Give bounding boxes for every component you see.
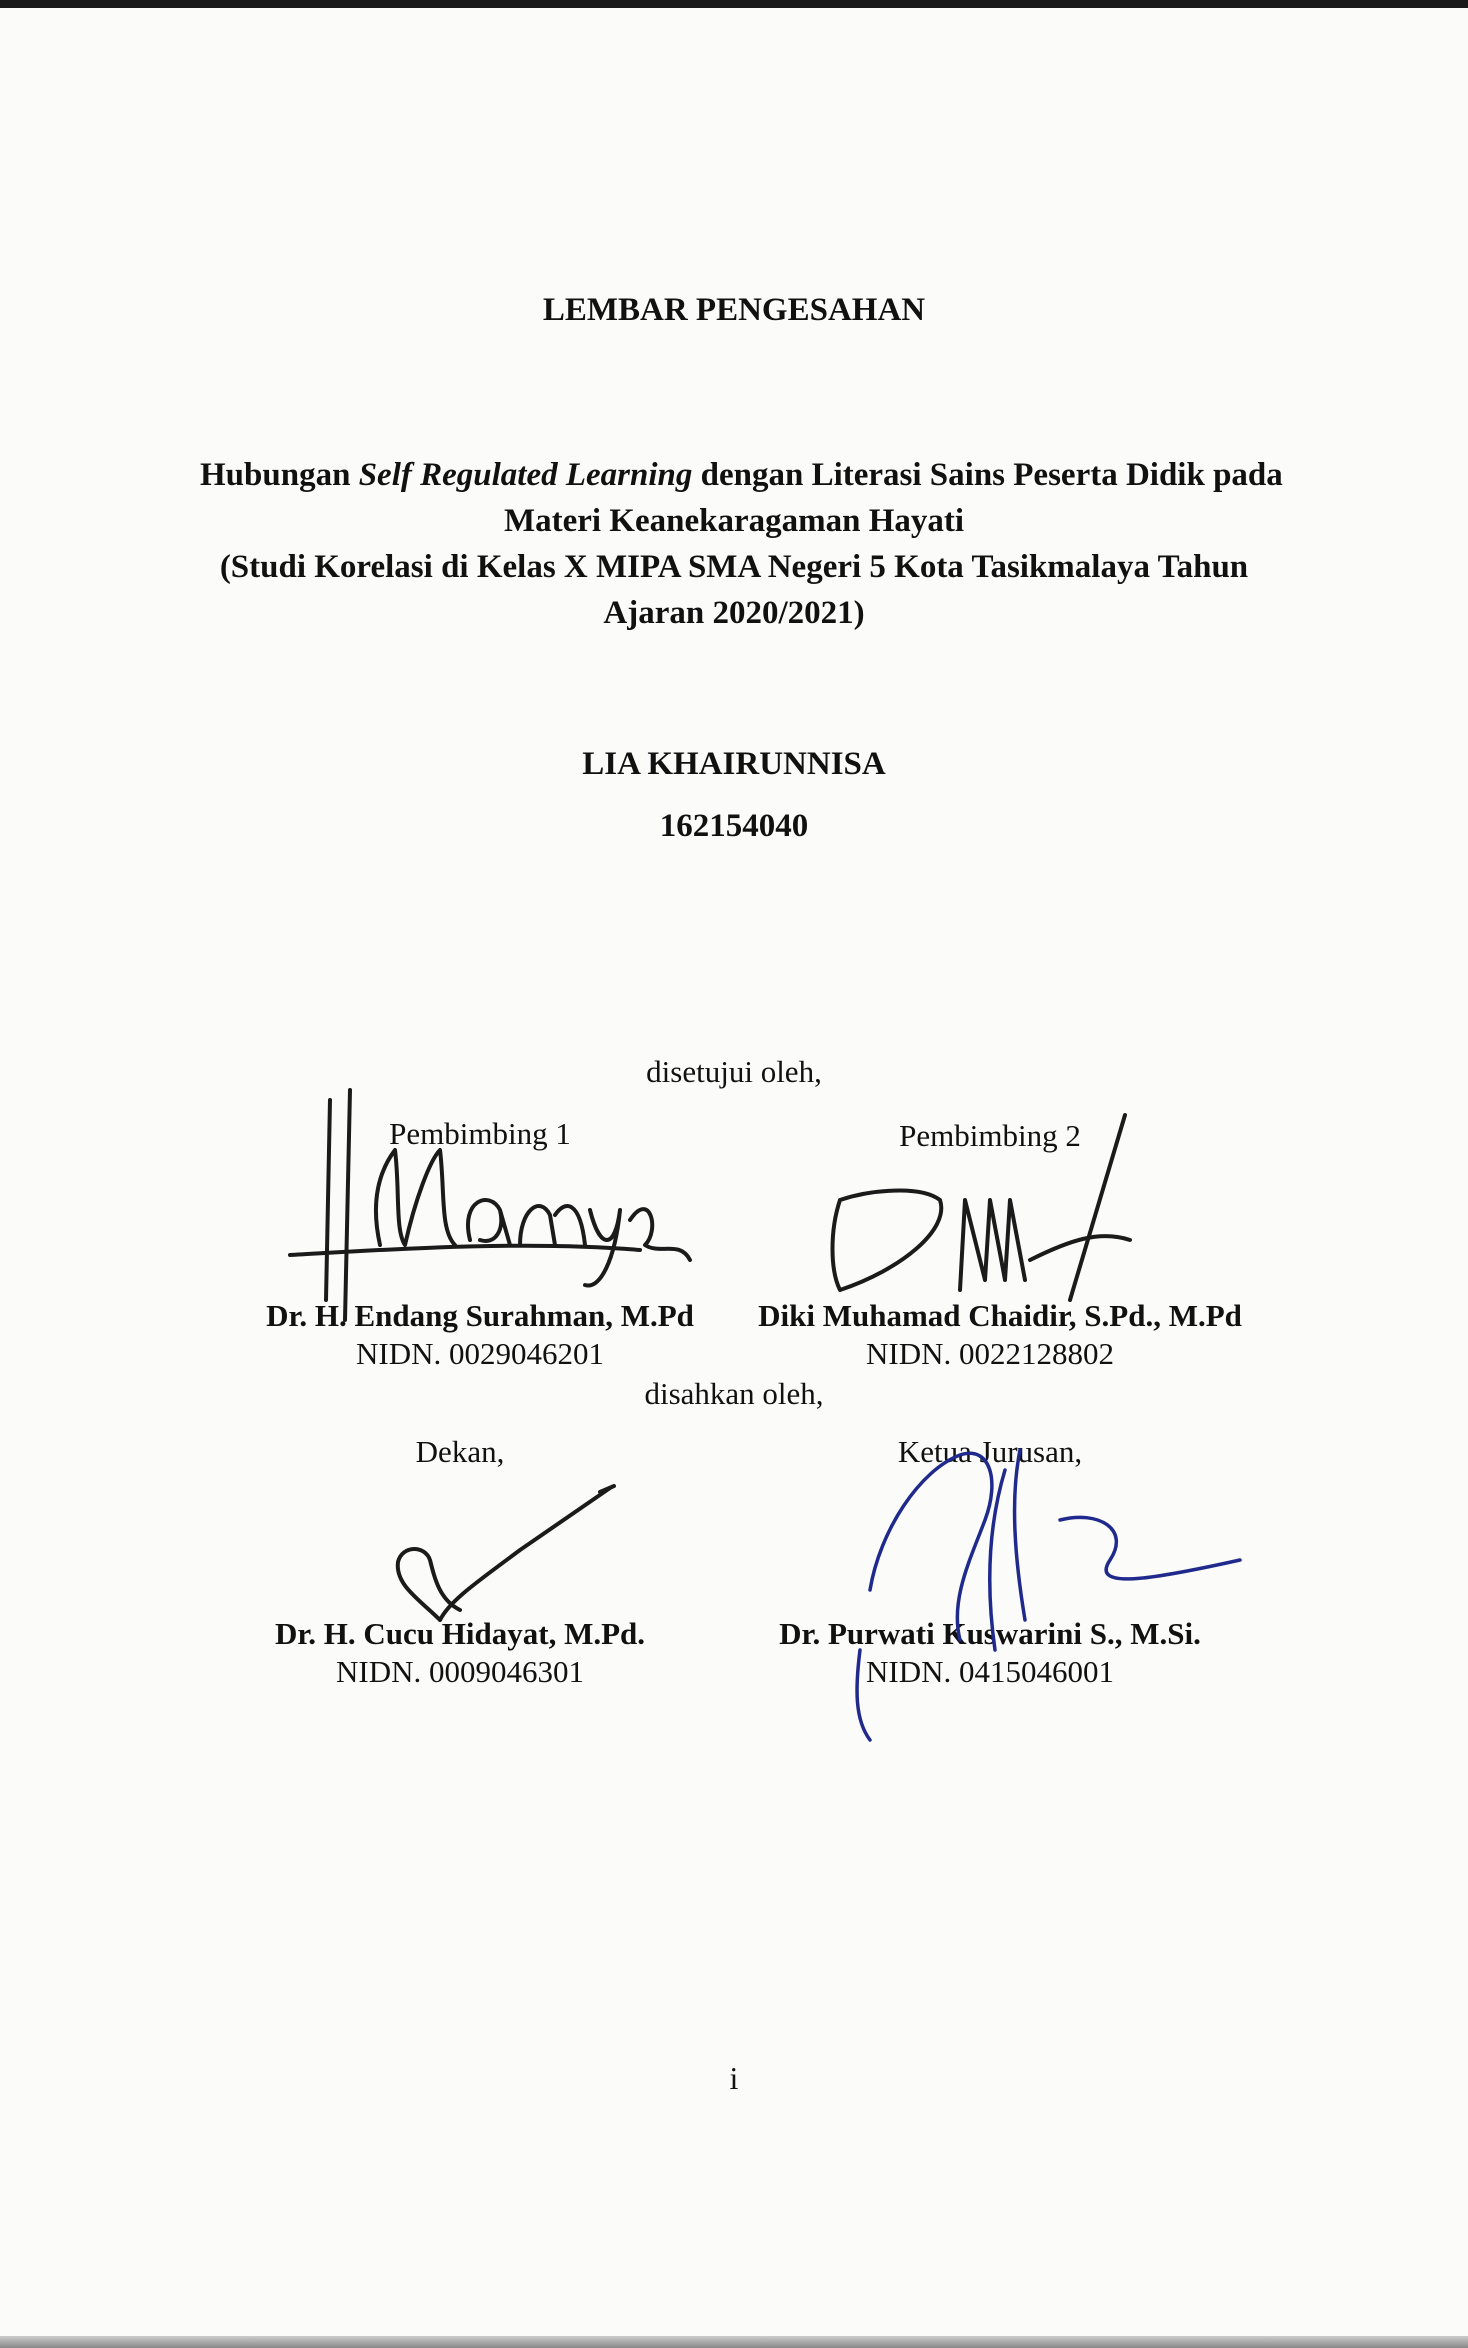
thesis-title-line-3: (Studi Korelasi di Kelas X MIPA SMA Negeri 5 Kota Tasikmalaya Tahun <box>219 549 1249 585</box>
department-head-nidn: NIDN. 0415046001 <box>866 1654 1114 1689</box>
scan-top-edge <box>0 0 1468 8</box>
advisor-2-name: Diki Muhamad Chaidir, S.Pd., M.Pd <box>758 1298 1242 1333</box>
thesis-title <box>200 452 1283 636</box>
thesis-title-line-2: Materi Keanekaragaman Hayati <box>503 503 965 539</box>
student-id: 162154040 <box>659 808 809 844</box>
dean-signature <box>398 1486 614 1620</box>
advisor-1-nidn: NIDN. 0029046201 <box>356 1336 604 1371</box>
dean-name: Dr. H. Cucu Hidayat, M.Pd. <box>274 1616 646 1651</box>
department-head-signature <box>857 1450 1240 1740</box>
author-name: LIA KHAIRUNNISA <box>582 746 886 782</box>
department-head-role: Ketua Jurusan, <box>897 1434 1083 1469</box>
advisor-2-nidn: NIDN. 0022128802 <box>866 1336 1114 1371</box>
advisor-1-role: Pembimbing 1 <box>389 1116 571 1151</box>
dean-role: Dekan, <box>415 1434 505 1469</box>
thesis-title-italic: Self Regulated Learning <box>358 457 693 493</box>
dean-nidn: NIDN. 0009046301 <box>336 1654 584 1689</box>
advisor-1-name: Dr. H. Endang Surahman, M.Pd <box>266 1298 694 1333</box>
page-number: i <box>729 2060 739 2096</box>
advisor-2-role: Pembimbing 2 <box>899 1118 1081 1153</box>
scan-bottom-edge <box>0 2336 1468 2348</box>
ratified-by-label: disahkan oleh, <box>644 1376 824 1411</box>
department-head-name: Dr. Purwati Kuswarini S., M.Si. <box>779 1616 1201 1651</box>
thesis-title-line-4: Ajaran 2020/2021) <box>603 595 865 631</box>
approved-by-label: disetujui oleh, <box>646 1054 822 1089</box>
thesis-title-line-1: Hubungan Self Regulated Learning dengan Literasi Sains Peserta Didik pada <box>200 457 1283 493</box>
page-title: LEMBAR PENGESAHAN <box>542 292 926 328</box>
